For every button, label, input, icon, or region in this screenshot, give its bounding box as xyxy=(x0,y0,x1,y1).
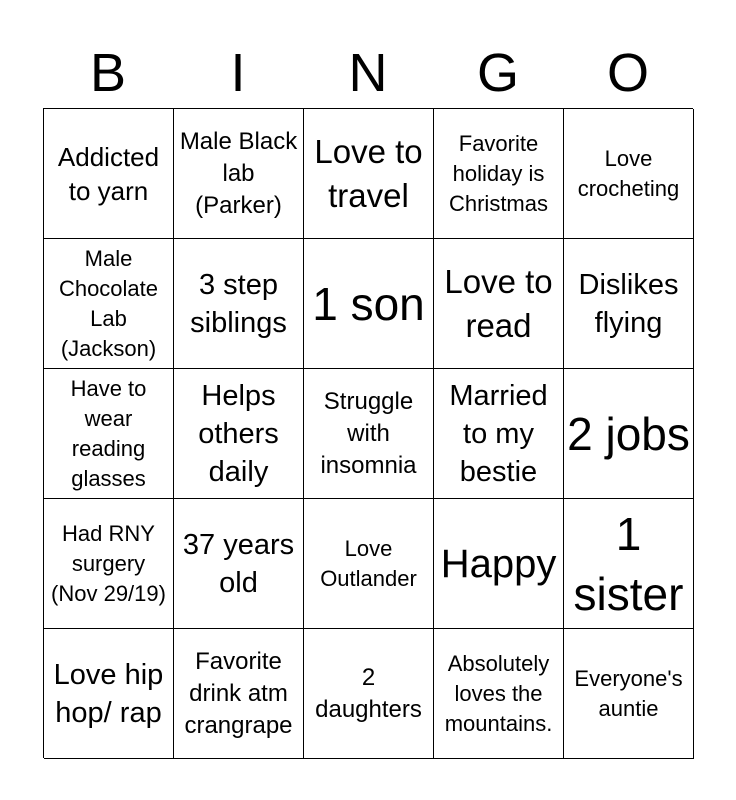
bingo-cell-r2-c5[interactable] xyxy=(564,239,694,369)
bingo-cell-r1-c1[interactable] xyxy=(44,109,174,239)
bingo-cell-r2-c1[interactable] xyxy=(44,239,174,369)
bingo-cell-r4-c3[interactable] xyxy=(304,499,434,629)
cell-text: 3 step siblings xyxy=(190,268,287,339)
cell-text: 2 daughters xyxy=(315,663,422,723)
cell-text: Favorite holiday is Christmas xyxy=(448,130,548,216)
bingo-cell-r2-c3[interactable] xyxy=(304,239,434,369)
bingo-cell-r3-c3[interactable] xyxy=(304,369,434,499)
bingo-cell-r2-c2[interactable] xyxy=(174,239,304,369)
bingo-cell-r3-c5[interactable] xyxy=(564,369,694,499)
cell-text: Love Outlander xyxy=(320,535,417,591)
header-letter-n: N xyxy=(348,43,388,103)
header-letter-i: I xyxy=(230,43,246,103)
bingo-cell-r1-c5[interactable] xyxy=(564,109,694,239)
bingo-cell-r1-c3[interactable] xyxy=(304,109,434,239)
bingo-cell-r5-c1[interactable] xyxy=(44,629,174,759)
bingo-cell-r1-c4[interactable] xyxy=(434,109,564,239)
bingo-cell-r1-c2[interactable] xyxy=(174,109,304,239)
cell-text: Happy xyxy=(440,541,557,586)
bingo-cell-r3-c4[interactable] xyxy=(434,369,564,499)
bingo-cell-r4-c1[interactable] xyxy=(44,499,174,629)
cell-text: 2 jobs xyxy=(567,407,690,460)
cell-text: Helps others daily xyxy=(198,379,279,488)
cell-text: Addicted to yarn xyxy=(57,141,160,206)
cell-text: Male Black lab (Parker) xyxy=(179,127,298,219)
bingo-board xyxy=(43,108,693,758)
cell-text: Love to travel xyxy=(314,132,423,214)
bingo-cell-r2-c4[interactable] xyxy=(434,239,564,369)
bingo-cell-r4-c2[interactable] xyxy=(174,499,304,629)
cell-text: Dislikes flying xyxy=(578,268,679,339)
bingo-header xyxy=(43,38,693,108)
cell-text: Married to my bestie xyxy=(449,379,548,488)
cell-text: Love hip hop/ rap xyxy=(53,658,164,729)
bingo-cell-r5-c2[interactable] xyxy=(174,629,304,759)
bingo-cell-r5-c4[interactable] xyxy=(434,629,564,759)
cell-text: Favorite drink atm crangrape xyxy=(184,647,293,739)
cell-text: Love to read xyxy=(444,262,553,344)
bingo-cell-r4-c5[interactable] xyxy=(564,499,694,629)
bingo-cell-r3-c2[interactable] xyxy=(174,369,304,499)
cell-text: 37 years old xyxy=(182,528,295,599)
cell-text: Everyone's auntie xyxy=(574,665,683,721)
bingo-cell-r5-c3[interactable] xyxy=(304,629,434,759)
header-letter-o: O xyxy=(606,43,649,103)
cell-text: 1 son xyxy=(312,277,425,330)
bingo-cell-r3-c1[interactable] xyxy=(44,369,174,499)
cell-text: Absolutely loves the mountains. xyxy=(444,650,553,736)
bingo-cell-r4-c4[interactable] xyxy=(434,499,564,629)
cell-text: Struggle with insomnia xyxy=(320,387,417,479)
cell-text: Male Chocolate Lab (Jackson) xyxy=(58,245,159,361)
header-letter-g: G xyxy=(476,43,519,103)
cell-text: Love crocheting xyxy=(577,145,680,201)
cell-text: Have to wear reading glasses xyxy=(70,375,147,491)
bingo-cell-r5-c5[interactable] xyxy=(564,629,694,759)
cell-text: Had RNY surgery (Nov 29/19) xyxy=(51,520,166,606)
header-letter-b: B xyxy=(89,43,127,103)
cell-text: 1 sister xyxy=(573,507,684,620)
